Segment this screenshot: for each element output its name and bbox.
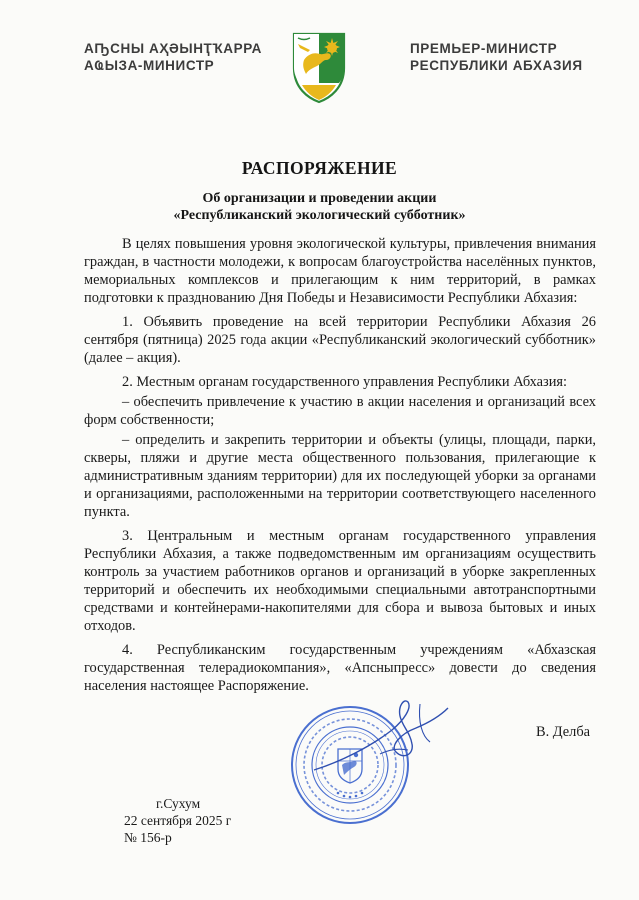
subtitle-line2: «Республиканский экологический субботник» xyxy=(173,208,466,223)
header-right-line2: РЕСПУБЛИКИ АБХАЗИЯ xyxy=(410,58,583,73)
place-of-issue: г.Сухум xyxy=(156,796,201,811)
signer-name: В. Делба xyxy=(536,724,591,740)
paragraph-item-3: 3. Центральным и местным органам государственного управления Республики Абхазия, а также подведомственным им организациям осуществить контроль за участием работников органов и организаций в уборке закрепленных территорий и обеспечить их необходимыми специальными автотранспортными средствами и контейнерами-накопителями для сбора и вывоза бытовых и иных отходов. xyxy=(84,528,596,634)
header-right-russian xyxy=(410,40,600,74)
document-subtitle xyxy=(0,190,639,224)
issue-date: 22 сентября 2025 г xyxy=(124,813,232,828)
paragraph-item-2-dash-2: – определить и закрепить территории и объекты (улицы, площади, парки, скверы, пляжи и другие места общественного пользования, прилегающие к административным зданиям территории) для их последующей уборки за органами и организациями, расположенными на территории соответствующего населенного пункта. xyxy=(84,432,596,520)
header-right-line1: ПРЕМЬЕР-МИНИСТР xyxy=(410,41,558,56)
document-body xyxy=(84,235,596,701)
header-left-line2: АҨЫЗА-МИНИСТР xyxy=(84,58,215,73)
document-number: № 156-р xyxy=(124,830,172,845)
abkhazia-emblem-icon xyxy=(290,30,348,104)
subtitle-line1: Об организации и проведении акции xyxy=(202,191,437,206)
header-left-line1: АҦСНЫ АҲӘЫНҬҠАРРА xyxy=(84,41,262,56)
paragraph-item-2: 2. Местным органам государственного управления Республики Абхазия: xyxy=(122,374,568,390)
signature-icon xyxy=(300,692,460,782)
paragraph-item-1: 1. Объявить проведение на всей территории Республики Абхазия 26 сентября (пятница) 2025 года акции «Республиканский экологический субботник» (далее – акция). xyxy=(84,314,596,366)
document-title: РАСПОРЯЖЕНИЕ xyxy=(241,158,398,178)
paragraph-preamble: В целях повышения уровня экологической культуры, привлечения внимания граждан, в частности молодежи, к вопросам благоустройства населённых пунктов, мемориальных комплексов и прилегающим к ним территорий, в рамках подготовки к празднованию Дня Победы и Независимости Республики Абхазия: xyxy=(84,236,596,306)
header-left-abkhaz xyxy=(84,40,264,74)
paragraph-item-4: 4. Республиканским государственным учреждениям «Абхазская государственная телерадиокомпания», «Апсныпресс» довести до сведения населения настоящее Распоряжение. xyxy=(84,642,596,694)
paragraph-item-2-dash-1: – обеспечить привлечение к участию в акции населения и организаций всех форм собственности; xyxy=(84,394,596,428)
document-requisites xyxy=(124,795,274,846)
